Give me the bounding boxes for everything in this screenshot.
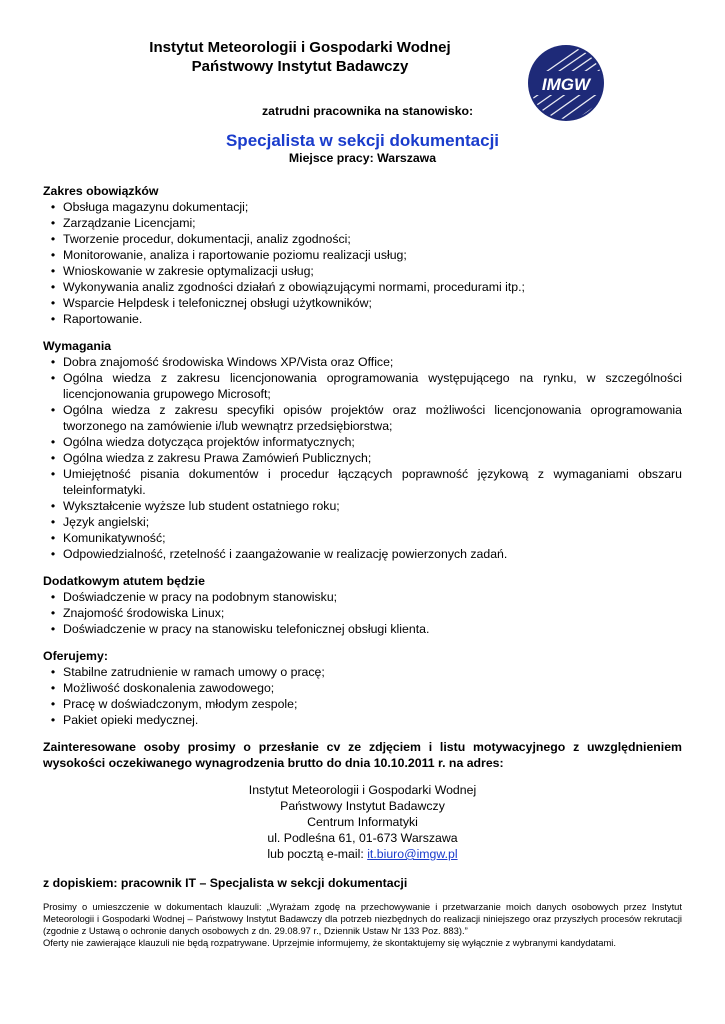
requirement-item: • Ogólna wiedza dotycząca projektów informatycznych; [43,434,682,450]
offer-heading: Oferujemy: [43,649,108,663]
organization-name [60,38,540,76]
email-line [43,846,682,862]
requirement-item: • Ogólna wiedza z zakresu specyfiki opisów projektów oraz możliwości licencjonowania oprogramowania tworzonego na zamówienie i/lub wewnątrz przedsiębiorstwa; [43,402,682,434]
duty-item: • Wnioskowanie w zakresie optymalizacji usług; [43,263,682,279]
requirements-heading: Wymagania [43,339,112,353]
email-prefix: lub pocztą e-mail: [267,847,368,861]
workplace: Miejsce pracy: Warszawa [288,151,437,165]
requirement-item: • Komunikatywność; [43,530,682,546]
advantages-list [43,589,682,637]
address-line: ul. Podleśna 61, 01-673 Warszawa [267,831,458,845]
offer-list [43,664,682,728]
requirement-item: • Ogólna wiedza z zakresu licencjonowania oprogramowania występującego na rynku, w szczególności licencjonowania grupowego Microsoft; [43,370,682,402]
advantage-item: • Doświadczenie w pracy na podobnym stanowisku; [43,589,682,605]
duties-heading: Zakres obowiązków [43,184,159,198]
requirement-item: • Dobra znajomość środowiska Windows XP/Vista oraz Office; [43,354,682,370]
job-title: Specjalista w sekcji dokumentacji [225,131,500,150]
duty-item: • Obsługa magazynu dokumentacji; [43,199,682,215]
advantage-item: • Znajomość środowiska Linux; [43,605,682,621]
requirement-item: • Język angielski; [43,514,682,530]
requirement-item: • Odpowiedzialność, rzetelność i zaangażowanie w realizację powierzonych zadań. [43,546,682,562]
duty-item: • Tworzenie procedur, dokumentacji, analiz zgodności; [43,231,682,247]
address-line: Centrum Informatyki [307,815,418,829]
imgw-logo [526,43,606,123]
mailing-address [43,782,682,862]
email-link[interactable]: it.biuro@imgw.pl [367,847,458,861]
requirements-list [43,354,682,562]
consent-clause: Prosimy o umieszczenie w dokumentach klauzuli: „Wyrażam zgodę na przechowywanie i przetwarzanie moich danych osobowych przez Instytut Meteorologii i Gospodarki Wodnej – Państwowy Instytut Badawczy dla potrzeb niezbędnych do realizacji niniejszego oraz przyszłych procesów rekrutacji (zgodnie z Ustawą o ochronie danych osobowych z dn. 29.08.97 r., Dziennik Ustaw Nr 133 Poz. 883).” [43,901,682,936]
advantages-heading: Dodatkowym atutem będzie [43,574,205,588]
org-line-1: Instytut Meteorologii i Gospodarki Wodnej [149,39,451,56]
duty-item: • Raportowanie. [43,311,682,327]
offer-item: • Możliwość doskonalenia zawodowego; [43,680,682,696]
hire-line: zatrudni pracownika na stanowisko: [262,104,474,118]
address-line: Państwowy Instytut Badawczy [280,799,445,813]
offer-item: • Pracę w doświadczonym, młodym zespole; [43,696,682,712]
requirement-item: • Umiejętność pisania dokumentów i procedur łączących poprawność językową z wymaganiami obszaru teleinformatyki. [43,466,682,498]
requirement-item: • Wykształcenie wyższe lub student ostatniego roku; [43,498,682,514]
logo-text: IMGW [541,75,591,94]
application-instructions: Zainteresowane osoby prosimy o przesłanie cv ze zdjęciem i listu motywacyjnego z uwzględnieniem wysokości oczekiwanego wynagrodzenia brutto do dnia 10.10.2011 r. na adres: [43,740,682,770]
requirement-item: • Ogólna wiedza z zakresu Prawa Zamówień Publicznych; [43,450,682,466]
postscript: z dopiskiem: pracownik IT – Specjalista w sekcji dokumentacji [43,876,408,890]
org-line-2: Państwowy Instytut Badawczy [191,58,409,75]
duty-item: • Zarządzanie Licencjami; [43,215,682,231]
clause-note: Oferty nie zawierające klauzuli nie będą rozpatrywane. Uprzejmie informujemy, że skontaktujemy się wyłącznie z wybranymi kandydatami. [43,937,616,948]
duty-item: • Wykonywania analiz zgodności działań z obowiązującymi normami, procedurami itp.; [43,279,682,295]
duty-item: • Wsparcie Helpdesk i telefonicznej obsługi użytkowników; [43,295,682,311]
offer-item: • Stabilne zatrudnienie w ramach umowy o pracę; [43,664,682,680]
advantage-item: • Doświadczenie w pracy na stanowisku telefonicznej obsługi klienta. [43,621,682,637]
offer-body [43,183,682,949]
address-line: Instytut Meteorologii i Gospodarki Wodnej [248,783,477,797]
duties-list [43,199,682,327]
offer-item: • Pakiet opieki medycznej. [43,712,682,728]
duty-item: • Monitorowanie, analiza i raportowanie poziomu realizacji usług; [43,247,682,263]
